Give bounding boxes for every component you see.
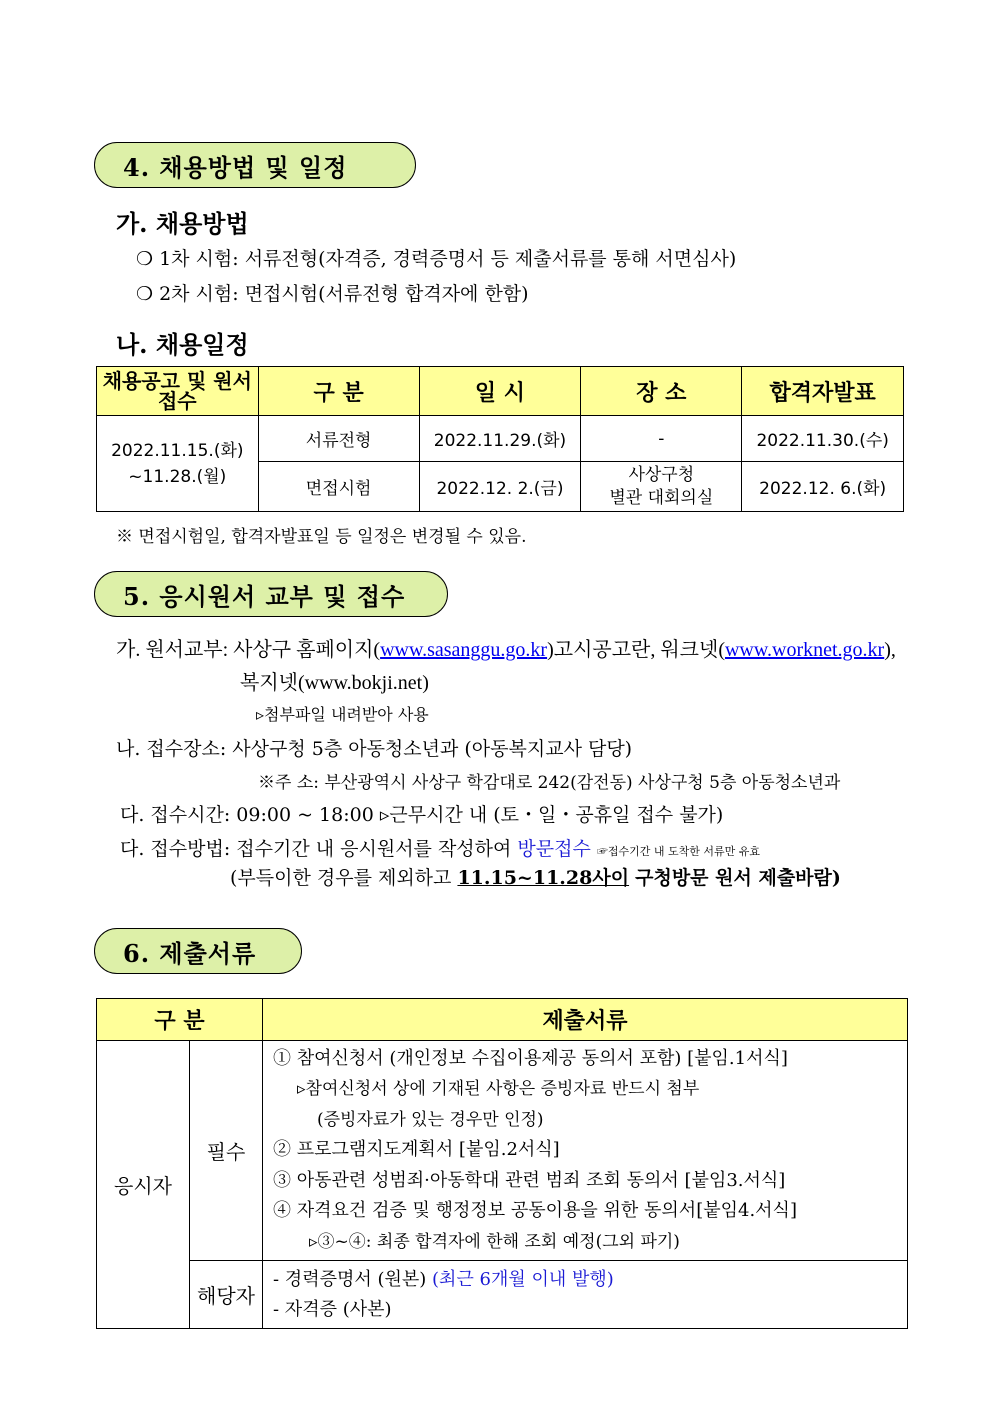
time-line: 다. 접수시간: 09:00 ~ 18:00 ▹근무시간 내 (토・일・공휴일 접수 불가) bbox=[120, 804, 724, 826]
header-type: 구 분 bbox=[258, 367, 419, 416]
schedule-table bbox=[96, 366, 904, 512]
header-place: 장 소 bbox=[581, 367, 742, 416]
worknet-link[interactable]: www.worknet.go.kr bbox=[724, 639, 885, 661]
schedule-note: ※ 면접시험일, 합격자발표일 등 일정은 변경될 수 있음. bbox=[116, 527, 527, 547]
place-line: 나. 접수장소: 사상구청 5층 아동청소년과 (아동복지교사 담당) bbox=[116, 738, 633, 760]
method-small: ☞접수기간 내 도착한 서류만 유효 bbox=[596, 845, 761, 858]
row1-type: 서류전형 bbox=[258, 416, 419, 462]
method-line2-bold: 11.15~11.28사이 bbox=[457, 867, 630, 889]
row2-place-line2: 별관 대회의실 bbox=[609, 487, 714, 508]
applicable-label: 해당자 bbox=[190, 1261, 263, 1329]
row1-place: - bbox=[581, 416, 742, 462]
applicant-cell: 응시자 bbox=[97, 1041, 190, 1329]
section4-title: 4. 채용방법 및 일정 bbox=[123, 152, 348, 182]
row2-result: 2022.12. 6.(화) bbox=[742, 462, 904, 512]
documents-header-row bbox=[97, 999, 908, 1041]
section4-heading bbox=[94, 142, 416, 188]
required-item-1-note2: (증빙자료가 있는 경우만 인정) bbox=[317, 1109, 544, 1130]
distribution-text3: ), bbox=[884, 639, 896, 661]
applicable-item-2: - 자격증 (사본) bbox=[273, 1298, 392, 1320]
distribution-label: 가. 원서교부: bbox=[116, 639, 229, 661]
documents-header-type: 구 분 bbox=[97, 999, 263, 1041]
header-announce bbox=[97, 367, 259, 416]
row1-result: 2022.11.30.(수) bbox=[742, 416, 904, 462]
section6-title: 6. 제출서류 bbox=[123, 938, 257, 968]
schedule-row-1 bbox=[97, 416, 904, 462]
row2-type: 면접시험 bbox=[258, 462, 419, 512]
required-item-1: ① 참여신청서 (개인정보 수집이용제공 동의서 포함) [붙임.1서식] bbox=[273, 1047, 788, 1069]
schedule-header-row bbox=[97, 367, 904, 416]
required-item-4: ④ 자격요건 검증 및 행정정보 공동이용을 위한 동의서[붙임4.서식] bbox=[273, 1200, 797, 1222]
required-item-1-note: ▹참여신청서 상에 기재된 사항은 증빙자료 반드시 첨부 bbox=[297, 1079, 700, 1100]
row2-place bbox=[581, 462, 742, 512]
required-items bbox=[263, 1041, 908, 1261]
applicable-item-1-note: (최근 6개월 이내 발행) bbox=[432, 1268, 614, 1290]
distribution-text2: )고시공고란, 워크넷( bbox=[547, 639, 725, 661]
announce-start: 2022.11.15.(화) bbox=[111, 440, 244, 461]
row2-date: 2022.12. 2.(금) bbox=[419, 462, 581, 512]
distribution-text1: 사상구 홈페이지( bbox=[233, 639, 381, 661]
distribution-line bbox=[116, 633, 896, 662]
distribution-note: ▹첨부파일 내려받아 사용 bbox=[256, 705, 429, 724]
applicable-item-1-prefix: - 경력증명서 (원본) bbox=[273, 1268, 427, 1290]
method-title: 가. 채용방법 bbox=[116, 209, 249, 238]
section5-title: 5. 응시원서 교부 및 접수 bbox=[123, 581, 406, 611]
schedule-title: 나. 채용일정 bbox=[116, 330, 249, 359]
applicable-items bbox=[263, 1261, 908, 1329]
header-date: 일 시 bbox=[419, 367, 581, 416]
method-line2 bbox=[230, 863, 841, 890]
announce-end: ~11.28.(월) bbox=[128, 466, 227, 487]
method-line bbox=[120, 834, 760, 861]
header-announce-text: 채용공고 및 원서접수 bbox=[102, 369, 252, 413]
applicable-item-1 bbox=[273, 1265, 907, 1295]
method-item-2: ❍ 2차 시험: 면접시험(서류전형 합격자에 한함) bbox=[136, 283, 529, 305]
applicable-row bbox=[97, 1261, 908, 1329]
required-row bbox=[97, 1041, 908, 1261]
required-item-4-note: ▹③~④: 최종 합격자에 한해 조회 예정(그외 파기) bbox=[309, 1231, 680, 1252]
method-item-1: ❍ 1차 시험: 서류전형(자격증, 경력증명서 등 제출서류를 통해 서면심사) bbox=[136, 248, 737, 270]
documents-table bbox=[96, 998, 908, 1329]
row1-date: 2022.11.29.(화) bbox=[419, 416, 581, 462]
method-line2-suffix: 구청방문 원서 제출바람) bbox=[635, 867, 841, 889]
method-highlight: 방문접수 bbox=[517, 838, 591, 860]
address-line: ※주 소: 부산광역시 사상구 학감대로 242(감전동) 사상구청 5층 아동청소년과 bbox=[258, 773, 841, 793]
required-item-2: ② 프로그램지도계획서 [붙임.2서식] bbox=[273, 1139, 560, 1161]
distribution-line2: 복지넷(www.bokji.net) bbox=[240, 672, 429, 694]
required-item-3: ③ 아동관련 성범죄·아동학대 관련 범죄 조회 동의서 [붙임3.서식] bbox=[273, 1169, 786, 1191]
announce-period bbox=[97, 416, 259, 512]
method-line2-prefix: (부득이한 경우를 제외하고 bbox=[230, 867, 452, 889]
row2-place-line1: 사상구청 bbox=[628, 464, 695, 485]
sasanggu-link[interactable]: www.sasanggu.go.kr bbox=[380, 639, 548, 661]
documents-header-docs: 제출서류 bbox=[263, 999, 908, 1041]
section5-heading bbox=[94, 571, 448, 617]
header-result: 합격자발표 bbox=[742, 367, 904, 416]
required-label: 필수 bbox=[190, 1041, 263, 1261]
section6-heading bbox=[94, 928, 302, 974]
method-prefix: 다. 접수방법: 접수기간 내 응시원서를 작성하여 bbox=[120, 838, 512, 860]
